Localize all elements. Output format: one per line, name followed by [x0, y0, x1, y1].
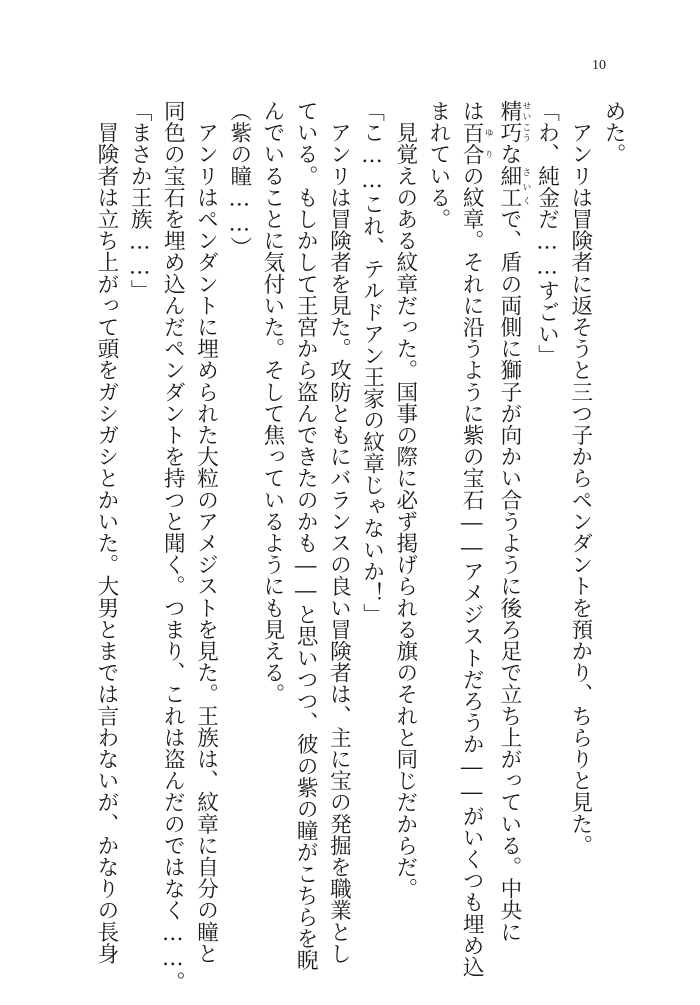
- text-line: 冒険者は立ち上がって頭をガシガシとかいた。大男とまでは言わないが、かなりの長身: [93, 100, 119, 964]
- ruby-text: ゆり: [482, 121, 493, 165]
- ruby-seikou: 精巧せいこう: [496, 100, 531, 144]
- text-line: アンリは冒険者に返そうと三つ子からペンダントを預かり、ちらりと見た。: [567, 100, 593, 856]
- text-line: 「まさか王族……」: [127, 100, 153, 302]
- text-line: アンリは冒険者を見た。攻防ともにバランスの良い冒険者は、主に宝の発掘を職業とし: [326, 100, 352, 964]
- text-line: 「こ……これ、テルドアン王家の紋章じゃないか！」: [359, 100, 385, 626]
- vertical-text-body: [90, 100, 630, 993]
- text-line: まれている。: [425, 100, 451, 230]
- page-number: 10: [592, 58, 606, 73]
- ruby-yuri: 百合ゆり: [459, 121, 493, 165]
- text-line: めた。: [601, 100, 626, 165]
- text-line: 「わ、純金だ……すごい」: [534, 100, 560, 366]
- ruby-text: せいこう: [520, 100, 531, 144]
- ruby-saiku: 細工さいく: [496, 164, 531, 209]
- text-line: んでいることに気付いた。そして焦っているようにも見える。: [259, 100, 285, 705]
- text-line-with-ruby: は百合ゆりの紋章。それに沿うように紫の宝石――アメジストだろうか――がいくつも埋め込: [459, 100, 493, 978]
- text-line: （紫の瞳……）: [226, 100, 252, 258]
- text-line: 見覚えのある紋章だった。国事の際に必ず掲げられる旗のそれと同じだからだ。: [392, 100, 418, 900]
- text-line: 同色の宝石を埋め込んだペンダントを持つと聞く。つまり、これは盗んだのではなく……。: [160, 100, 186, 993]
- text-line: アンリはペンダントに埋められた大粒のアメジストを見た。王族は、紋章に自分の瞳と: [193, 100, 219, 964]
- text-line-with-ruby: 精巧せいこうな細工さいくで、盾の両側に獅子が向かい合うように後ろ足で立ち上がっている。中央に: [496, 100, 531, 943]
- text-line: ている。もしかして王宮から盗んできたのかも――と思いつつ、彼の紫の瞳がこちらを睨: [293, 100, 319, 971]
- ruby-text: さいく: [520, 164, 531, 208]
